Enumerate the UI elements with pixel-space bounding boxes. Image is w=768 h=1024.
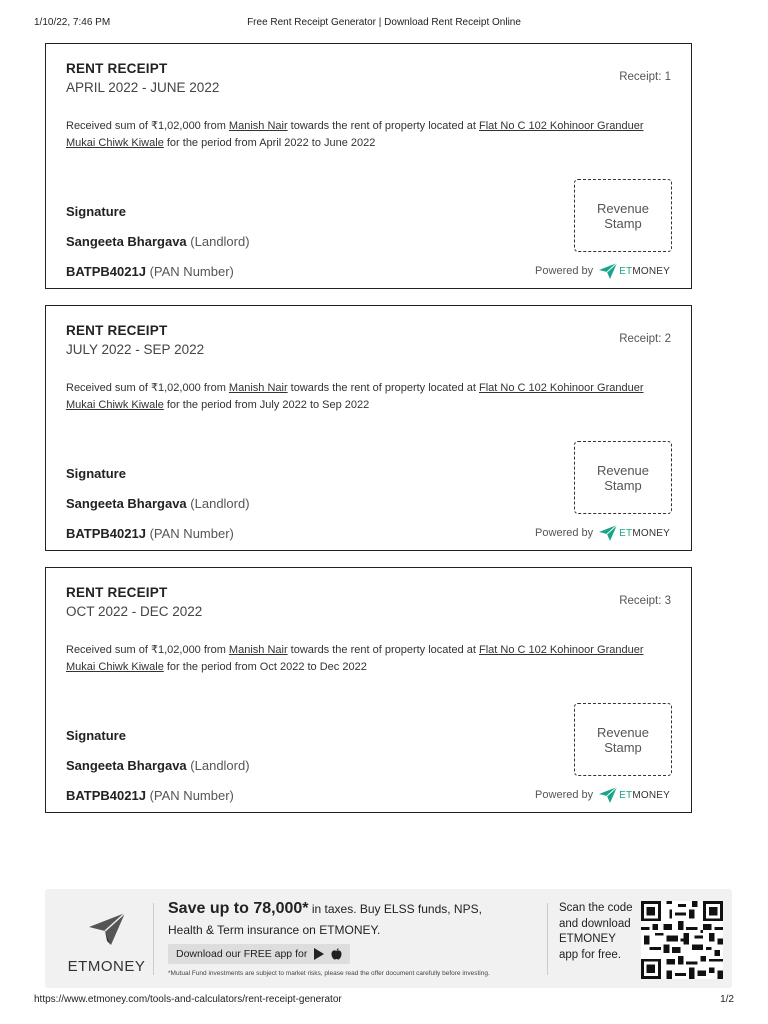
body-text: for the period from April 2022 to June 2022 <box>163 137 376 149</box>
landlord-line <box>66 758 250 773</box>
landlord-name: Sangeeta Bhargava <box>66 758 187 773</box>
tenant-name: Manish Nair <box>228 120 288 132</box>
receipt-period: OCT 2022 - DEC 2022 <box>66 604 203 619</box>
money-text: MONEY <box>632 527 670 539</box>
pan-suffix: (PAN Number) <box>149 788 234 803</box>
tenant-name: Manish Nair <box>228 382 288 394</box>
etmoney-wordmark <box>619 790 670 801</box>
paper-plane-icon <box>87 911 127 947</box>
body-text: towards the rent of property located at <box>287 120 479 132</box>
property-address: Flat No C 102 Kohinoor Granduer Mukai Chiwk Kiwale <box>66 382 644 411</box>
receipt-body <box>66 118 656 152</box>
headline-rest: in taxes. Buy ELSS funds, NPS, <box>308 902 482 916</box>
pan-line <box>66 264 234 279</box>
pan-line <box>66 788 234 803</box>
receipt-title: RENT RECEIPT <box>66 323 168 338</box>
paper-plane-icon <box>599 525 617 541</box>
rent-receipt-card <box>45 43 692 289</box>
etmoney-wordmark <box>619 266 670 277</box>
landlord-name: Sangeeta Bhargava <box>66 496 187 511</box>
pan-number: BATPB4021J <box>66 264 146 279</box>
banner-logo <box>59 911 154 975</box>
revenue-stamp-box: Revenue Stamp <box>574 441 672 514</box>
banner-divider <box>153 903 154 975</box>
et-text: ET <box>619 527 633 539</box>
download-app-label: Download our FREE app for <box>176 948 308 960</box>
tenant-name: Manish Nair <box>228 644 288 656</box>
etmoney-logo <box>599 263 670 279</box>
download-app-button[interactable] <box>168 944 350 964</box>
landlord-line <box>66 234 250 249</box>
print-date: 1/10/22, 7:46 PM <box>34 17 111 28</box>
headline-highlight: Save up to 78,000* <box>168 900 309 917</box>
receipt-body <box>66 642 656 676</box>
print-title: Free Rent Receipt Generator | Download Rent Receipt Online <box>247 17 521 28</box>
page-number: 1/2 <box>720 994 734 1005</box>
receipt-title: RENT RECEIPT <box>66 585 168 600</box>
property-address: Flat No C 102 Kohinoor Granduer Mukai Chiwk Kiwale <box>66 644 644 673</box>
footer-url[interactable]: https://www.etmoney.com/tools-and-calculators/rent-receipt-generator <box>34 994 342 1005</box>
powered-by <box>535 525 670 541</box>
body-text: towards the rent of property located at <box>287 644 479 656</box>
body-text: Received sum of ₹1,02,000 from <box>66 120 229 132</box>
receipt-period: JULY 2022 - SEP 2022 <box>66 342 205 357</box>
pan-number: BATPB4021J <box>66 788 146 803</box>
body-text: for the period from July 2022 to Sep 2022 <box>163 399 370 411</box>
etmoney-wordmark <box>619 528 670 539</box>
receipt-number: Receipt: 1 <box>619 71 671 83</box>
pan-number: BATPB4021J <box>66 526 146 541</box>
landlord-suffix: (Landlord) <box>190 496 250 511</box>
signature-label: Signature <box>66 728 126 743</box>
rent-receipt-card <box>45 567 692 813</box>
rent-receipt-card <box>45 305 692 551</box>
receipt-title: RENT RECEIPT <box>66 61 168 76</box>
apple-icon <box>331 948 342 960</box>
money-text: MONEY <box>632 265 670 277</box>
landlord-suffix: (Landlord) <box>190 234 250 249</box>
etmoney-logo <box>599 525 670 541</box>
body-text: Received sum of ₹1,02,000 from <box>66 382 229 394</box>
landlord-line <box>66 496 250 511</box>
powered-by-label: Powered by <box>535 789 594 801</box>
money-text: MONEY <box>632 789 670 801</box>
banner-disclaimer: *Mutual Fund investments are subject to market risks, please read the offer document carefully before investing. <box>168 970 490 977</box>
body-text: towards the rent of property located at <box>287 382 479 394</box>
pan-suffix: (PAN Number) <box>149 264 234 279</box>
receipt-number: Receipt: 3 <box>619 595 671 607</box>
pan-line <box>66 526 234 541</box>
banner-divider <box>547 903 548 975</box>
revenue-stamp-box: Revenue Stamp <box>574 703 672 776</box>
landlord-suffix: (Landlord) <box>190 758 250 773</box>
powered-by-label: Powered by <box>535 527 594 539</box>
et-text: ET <box>619 265 633 277</box>
body-text: for the period from Oct 2022 to Dec 2022 <box>163 661 367 673</box>
body-text: Received sum of ₹1,02,000 from <box>66 644 229 656</box>
banner-logo-text: ETMONEY <box>67 958 146 975</box>
revenue-stamp-box: Revenue Stamp <box>574 179 672 252</box>
pan-suffix: (PAN Number) <box>149 526 234 541</box>
etmoney-logo <box>599 787 670 803</box>
signature-label: Signature <box>66 466 126 481</box>
receipt-number: Receipt: 2 <box>619 333 671 345</box>
banner-headline <box>168 900 482 918</box>
receipt-period: APRIL 2022 - JUNE 2022 <box>66 80 220 95</box>
play-store-icon <box>313 948 325 960</box>
receipt-body <box>66 380 656 414</box>
landlord-name: Sangeeta Bhargava <box>66 234 187 249</box>
powered-by-label: Powered by <box>535 265 594 277</box>
qr-code <box>641 901 723 979</box>
powered-by <box>535 263 670 279</box>
etmoney-promo-banner[interactable] <box>45 889 732 988</box>
et-text: ET <box>619 789 633 801</box>
paper-plane-icon <box>599 787 617 803</box>
scan-instructions: Scan the code and download ETMONEY app for free. <box>559 902 633 961</box>
powered-by <box>535 787 670 803</box>
property-address: Flat No C 102 Kohinoor Granduer Mukai Chiwk Kiwale <box>66 120 644 149</box>
paper-plane-icon <box>599 263 617 279</box>
signature-label: Signature <box>66 204 126 219</box>
banner-subline: Health & Term insurance on ETMONEY. <box>168 923 381 937</box>
